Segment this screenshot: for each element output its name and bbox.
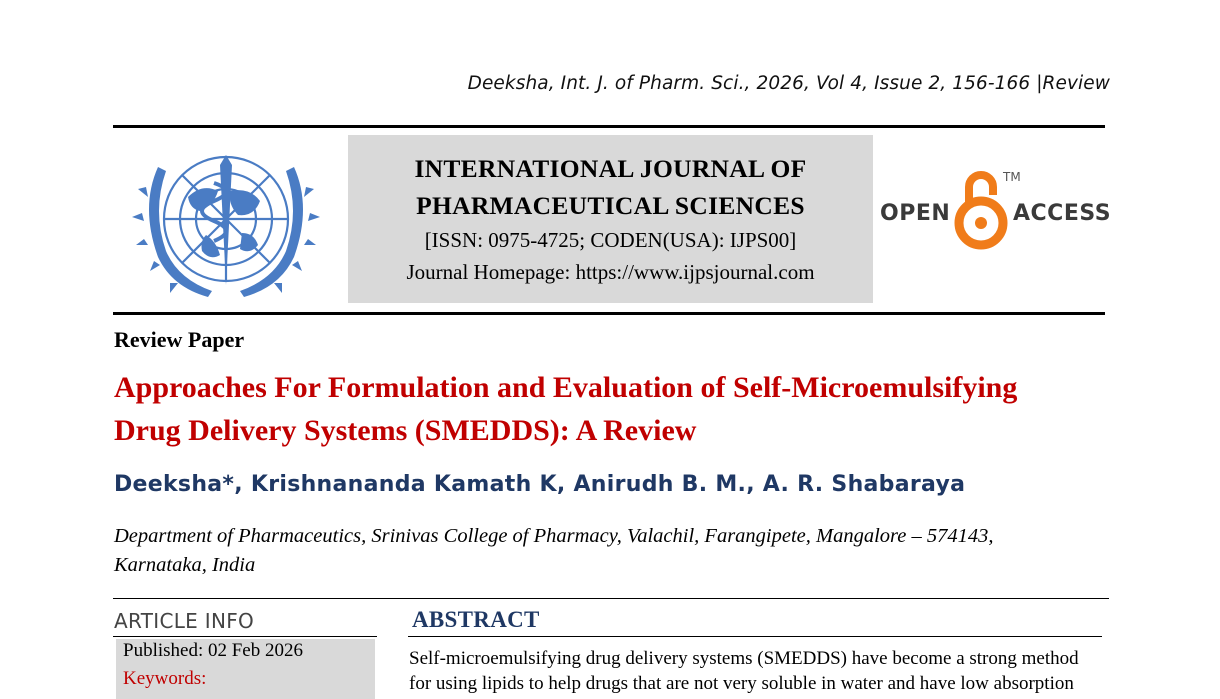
running-header-citation: Deeksha, Int. J. of Pharm. Sci., 2026, Vol 4, Issue 2, 156-166 |Review	[467, 73, 1110, 94]
journal-emblem-logo	[126, 137, 326, 307]
paper-title	[114, 366, 1114, 452]
affiliation-line1: Department of Pharmaceutics, Srinivas College of Pharmacy, Valachil, Farangipete, Mangalore – 574143,	[114, 525, 994, 547]
journal-masthead-box	[348, 135, 873, 303]
article-info-heading: ARTICLE INFO	[114, 609, 255, 633]
abstract-underline	[408, 636, 1102, 637]
open-access-word-access: ACCESS	[1013, 201, 1112, 226]
article-info-box	[116, 639, 375, 699]
header-top-rule	[113, 125, 1105, 128]
author-affiliation	[114, 522, 1114, 580]
abstract-line1: Self-microemulsifying drug delivery systems (SMEDDS) have become a strong method	[409, 648, 1079, 669]
open-access-word-open: OPEN	[880, 201, 951, 226]
article-info-underline	[113, 636, 377, 637]
paper-type-label: Review Paper	[114, 327, 245, 352]
journal-title-line1: INTERNATIONAL JOURNAL OF	[414, 154, 807, 183]
paper-authors: Deeksha*, Krishnananda Kamath K, Anirudh B. M., A. R. Shabaraya	[114, 472, 966, 497]
journal-title-line2: PHARMACEUTICAL SCIENCES	[416, 191, 805, 220]
affiliation-line2: Karnataka, India	[114, 554, 256, 576]
paper-title-line2: Drug Delivery Systems (SMEDDS): A Review	[114, 414, 697, 447]
abstract-heading: ABSTRACT	[412, 607, 540, 632]
header-bottom-rule	[113, 312, 1105, 315]
journal-issn: [ISSN: 0975-4725; CODEN(USA): IJPS00]	[424, 228, 797, 252]
journal-homepage: Journal Homepage: https://www.ijpsjournal.com	[406, 260, 815, 284]
open-access-lock-icon	[953, 165, 1008, 250]
section-divider	[113, 598, 1109, 599]
keywords-label: Keywords:	[123, 668, 207, 689]
published-date: Published: 02 Feb 2026	[123, 640, 303, 661]
open-access-trademark: TM	[1003, 170, 1021, 184]
abstract-text	[409, 646, 1109, 696]
paper-title-line1: Approaches For Formulation and Evaluation of Self-Microemulsifying	[114, 371, 1018, 404]
abstract-line2: for using lipids to help drugs that are not very soluble in water and have low absorption	[409, 673, 1074, 694]
